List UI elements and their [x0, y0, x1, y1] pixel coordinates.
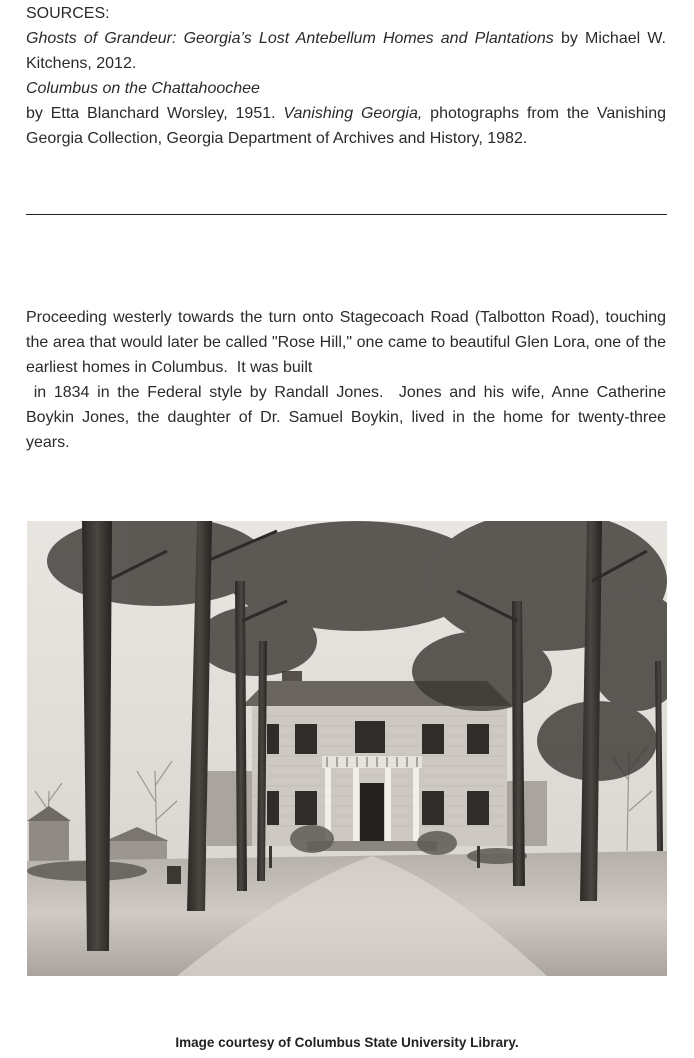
source-columbus-author: by Etta Blanchard Worsley, 1951. — [26, 105, 284, 122]
story-line: earliest homes in Columbus. It was built — [26, 359, 313, 376]
story-line: Boykin Jones, the daughter of Dr. Samuel Boykin, lived in the home for twenty-three — [26, 409, 666, 426]
glen-lora-photo — [27, 521, 667, 976]
story-line: Proceeding westerly towards the turn onto Stagecoach Road (Talbotton Road), touching — [26, 309, 666, 326]
source-worsley-line — [26, 101, 666, 126]
source-columbus-title-line — [26, 76, 666, 101]
source-ghosts-of-grandeur — [26, 26, 666, 51]
story-paragraph — [26, 305, 666, 455]
photo-caption: Image courtesy of Columbus State University Library. — [175, 1035, 519, 1050]
divider-rule — [26, 214, 667, 215]
source-ghosts-author: by Michael W. — [553, 30, 666, 47]
sources-block — [26, 1, 666, 151]
source-ghosts-publisher: Kitchens, 2012. — [26, 55, 137, 72]
source-columbus-title: Columbus on the Chattahoochee — [26, 80, 260, 97]
front-door — [360, 783, 384, 841]
source-ghosts-title: Ghosts of Grandeur: Georgia’s Lost Antebellum Homes and Plantations — [26, 30, 554, 47]
story-line: the area that would later be called "Rose Hill," one came to beautiful Glen Lora, one of the — [26, 334, 666, 351]
source-vanishing-desc: photographs from the Vanishing — [422, 105, 666, 122]
story-line: years. — [26, 434, 70, 451]
source-vanishing-publisher: Georgia Collection, Georgia Department of Archives and History, 1982. — [26, 130, 528, 147]
story-line: in 1834 in the Federal style by Randall Jones. Jones and his wife, Anne Catherine — [26, 384, 666, 401]
source-vanishing-title: Vanishing Georgia, — [283, 105, 423, 122]
sources-heading: SOURCES: — [26, 5, 110, 22]
